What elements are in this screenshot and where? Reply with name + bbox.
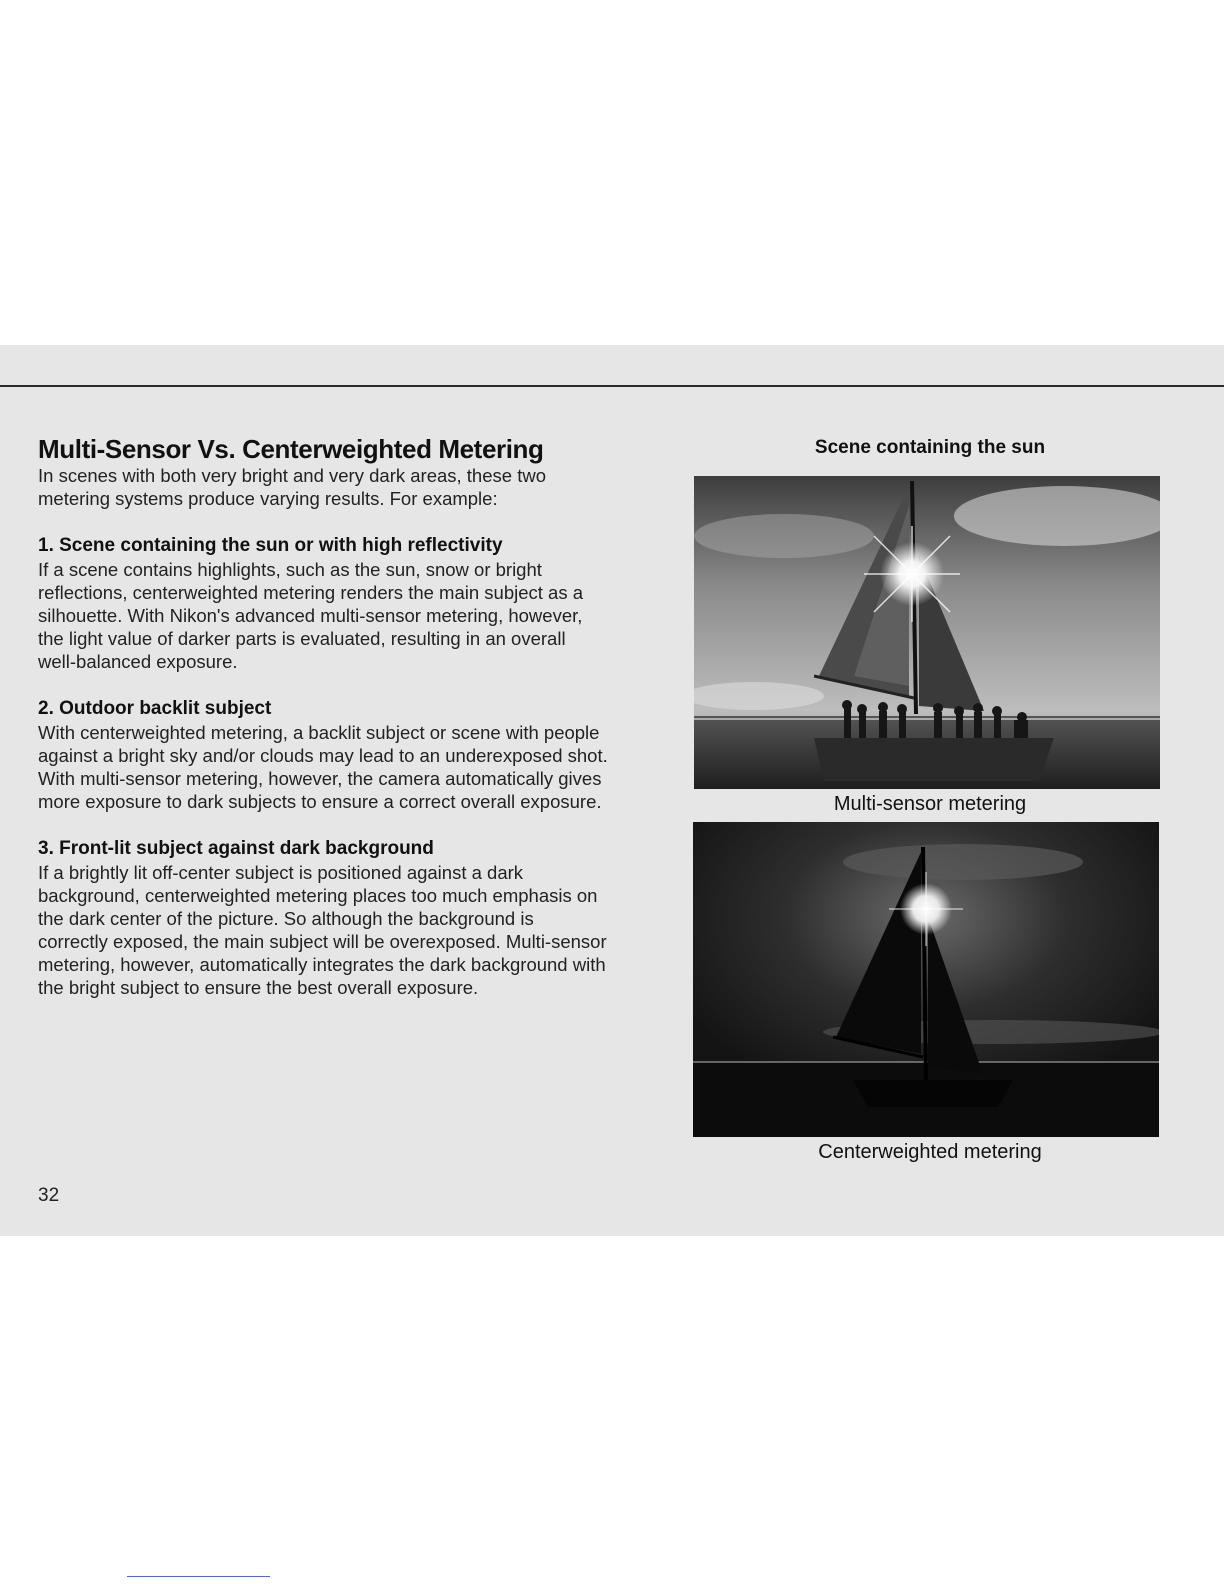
section-sun bbox=[38, 534, 608, 673]
section-body: If a scene contains highlights, such as the sun, snow or bright reflections, centerweighted metering renders the main subject as a silhouette. With Nikon's advanced multi-sensor metering, however, the light value of darker parts is evaluated, resulting in an overall well-balanced exposure. bbox=[38, 559, 584, 672]
section-heading: 2. Outdoor backlit subject bbox=[38, 698, 272, 719]
figure-heading: Scene containing the sun bbox=[814, 437, 1046, 458]
section-body: If a brightly lit off-center subject is positioned against a dark background, centerweighted metering places too much emphasis on the dark center of the picture. So although the background is correctly exposed, the main subject will be overexposed. Multi-sensor metering, however, automatically integrates the dark background with the bright subject to ensure the best overall exposure. bbox=[38, 862, 607, 998]
sailboat-photo-multi-sensor bbox=[694, 476, 1160, 789]
footnote-rule bbox=[127, 1576, 270, 1577]
section-front-lit bbox=[38, 837, 608, 999]
text-column bbox=[38, 434, 608, 999]
header-rule bbox=[0, 385, 1224, 387]
page-title: Multi-Sensor Vs. Centerweighted Metering bbox=[38, 434, 544, 464]
section-backlit bbox=[38, 697, 608, 813]
caption-centerweighted: Centerweighted metering bbox=[818, 1141, 1042, 1163]
page-number: 32 bbox=[38, 1185, 60, 1206]
section-heading: 3. Front-lit subject against dark background bbox=[38, 838, 434, 859]
caption-multi-sensor: Multi-sensor metering bbox=[833, 793, 1027, 815]
intro-paragraph: In scenes with both very bright and very dark areas, these two metering systems produce varying results. For example: bbox=[38, 465, 546, 509]
section-body: With centerweighted metering, a backlit subject or scene with people against a bright sky and/or clouds may lead to an underexposed shot. With multi-sensor metering, however, the camera automatically gives more exposure to dark subjects to ensure a correct overall exposure. bbox=[38, 722, 608, 812]
sailboat-photo-centerweighted bbox=[693, 822, 1159, 1137]
section-heading: 1. Scene containing the sun or with high reflectivity bbox=[38, 535, 503, 556]
